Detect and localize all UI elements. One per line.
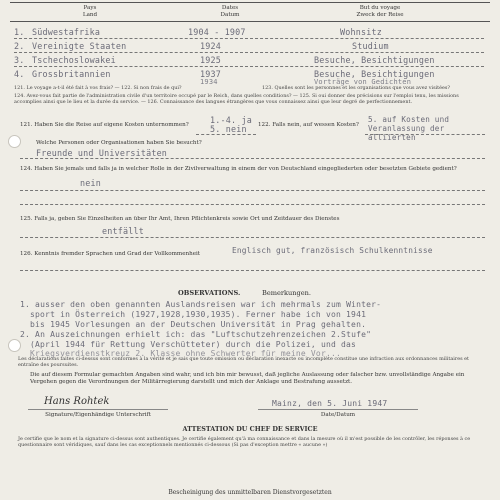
q124-answer: nein: [80, 178, 101, 188]
travel-dates: 1925: [200, 55, 221, 65]
travel-purpose: Besuche, Besichtigungen: [314, 69, 435, 79]
observation-line: (April 1944 für Rettung Verschütteter) durch die Polizei, und das: [30, 340, 357, 349]
punch-hole: [8, 135, 21, 148]
observation-line: bis 1945 Vorlesungen an der Deutschen Universität in Prag gehalten.: [30, 320, 367, 329]
header-dates: [180, 5, 280, 18]
punch-hole: [8, 339, 21, 352]
header-dates-fr: Dates: [221, 5, 239, 11]
travel-num: 2.: [14, 41, 25, 51]
q126-answer: Englisch gut, französisch Schulkenntnisse: [232, 246, 433, 255]
header-purpose-de: Zweck der Reise: [356, 11, 404, 18]
travel-purpose-extra: Vorträge von Gedichten: [314, 78, 412, 86]
row-rule: [14, 52, 484, 53]
travel-purpose: Besuche, Besichtigungen: [314, 55, 435, 65]
q121-label: 121. Haben Sie die Reise auf eigene Kosten unternommen?: [20, 122, 189, 128]
header-rule: [10, 21, 490, 22]
observation-line: 1. ausser den oben genannten Auslandsreisen war ich mehrmals zum Winter-: [20, 300, 382, 309]
observation-line: 2. An Auszeichnungen erhielt ich: das "Luftschutzehrenzeichen 2.Stufe": [20, 330, 372, 339]
header-purpose-fr: But du voyage: [359, 5, 401, 11]
q123-fr-note: 123. Quelles sont les personnes et les organisations que vous avez visitées?: [262, 85, 451, 91]
footer-title: Bescheinigung des unmittelbaren Dienstvorgesetzten: [168, 489, 332, 496]
signature-caption: Signature/Eigenhändige Unterschrift: [45, 412, 151, 418]
answer-rule: [20, 270, 485, 271]
travel-num: 4.: [14, 69, 25, 79]
observation-line: Kriegsverdienstkreuz 2. Klasse ohne Schwerter für meine Vor...: [30, 349, 342, 358]
answer-rule: [196, 134, 256, 135]
travel-dates: 1904 - 1907: [188, 27, 246, 37]
row-rule: [14, 38, 484, 39]
answer-rule: [20, 190, 485, 191]
q126-label: 126. Kenntnis fremder Sprachen und Grad der Vollkommenheit: [20, 251, 201, 257]
answer-rule: [20, 237, 485, 238]
travel-country: Tschechoslowakei: [32, 55, 116, 65]
q123-answer: Freunde und Universitäten: [36, 148, 168, 158]
travel-purpose: Wohnsitz: [340, 27, 382, 37]
q125-label: 125. Falls ja, geben Sie Einzelheiten an über Ihr Amt, Ihren Pflichtenkreis sowie Ort und Zeitdauer des Dienstes: [20, 216, 340, 222]
answer-rule: [20, 204, 485, 205]
declaration-fr: Les déclarations faites ci-dessus sont conformes à la vérité et je sais que toute omission ou déclaration inexacte ou incomplète constitue une infraction aux ordonnances militaires et entraîne des poursuites.: [18, 356, 470, 368]
q125-answer: entfällt: [102, 226, 144, 236]
header-country-fr: Pays: [83, 5, 97, 11]
q123-label: Welche Personen oder Organisationen haben Sie besucht?: [36, 140, 202, 146]
header-country-de: Land: [82, 11, 98, 18]
travel-num: 1.: [14, 27, 25, 37]
q121-fr-note: 121. Le voyage a-t-il été fait à vos frais? — 122. Si non frais de qui?: [14, 85, 182, 91]
q124-label: 124. Haben Sie jemals und falls ja in welcher Rolle in der Zivilverwaltung in einem der von Deutschland eingegliederten oder besetzten Gebiete gedient?: [20, 166, 457, 172]
travel-dates: 1937: [200, 69, 221, 79]
header-purpose: [300, 5, 460, 18]
attestation-text: Je certifie que le nom et la signature ci-dessus sont authentiques. Je certifie également qu'à ma connaissance et dans la mesure où il m'est possible de les contrôler, les réponses à ce questionnaire sont véridiques, sauf dans les cas exceptionnels mentionnés ci-dessous (Si pas d'exception mettre « aucune »): [18, 436, 471, 448]
handwritten-signature: Hans Rohtek: [44, 396, 110, 407]
header-dates-de: Datum: [220, 11, 240, 18]
travel-purpose: Studium: [352, 41, 389, 51]
signature-rule: [28, 409, 168, 410]
observations-subtitle: Bemerkungen.: [262, 289, 312, 297]
observations-title: OBSERVATIONS.: [178, 289, 241, 297]
q122-answer: 5. auf Kosten und Veranlassung der alliierten: [368, 115, 450, 142]
q124-fr-paragraph: 124. Avez-vous fait partie de l'administration civile d'un territoire occupé par le Reich, dans quelles conditions? — 125. Si oui donner des précisions sur l'emploi tenu, les missions accomplies ainsi que le lieu et la durée du service. — 126. Connaissance des langues étrangères que vous connaissez ainsi que leur degré de perfectionnement.: [14, 93, 459, 105]
travel-country: Südwestafrika: [32, 27, 101, 37]
header-country: [40, 5, 140, 18]
observation-line: sport in Österreich (1927,1928,1930,1935). Ferner habe ich von 1941: [30, 310, 367, 319]
q121-answer: 1.-4. ja: [210, 115, 252, 125]
travel-country: Vereinigte Staaten: [32, 41, 127, 51]
travel-country: Grossbritannien: [32, 69, 111, 79]
travel-dates-extra: 1934: [200, 78, 218, 86]
declaration-de: Die auf diesem Formular gemachten Angaben sind wahr, und ich bin mir bewusst, daß jegliche Auslassung oder falscher bzw. unvollständige Angabe ein Vergehen gegen die Verordnungen der Militärregierung darstellt und mich der Anklage und Bestrafung aussetzt.: [30, 372, 465, 385]
date-rule: [258, 409, 418, 410]
travel-dates: 1924: [200, 41, 221, 51]
attestation-title: ATTESTATION DU CHEF DE SERVICE: [182, 425, 318, 433]
date-caption: Date/Datum: [320, 412, 356, 418]
answer-rule: [20, 158, 485, 159]
q122-label: 122. Falls nein, auf wessen Kosten?: [258, 122, 359, 128]
place-date-value: Mainz, den 5. Juni 1947: [272, 399, 388, 408]
answer-rule: [365, 134, 485, 135]
travel-num: 3.: [14, 55, 25, 65]
q121-answer-2: 5. nein: [210, 124, 247, 134]
row-rule: [14, 66, 484, 67]
top-rule: [10, 2, 490, 3]
